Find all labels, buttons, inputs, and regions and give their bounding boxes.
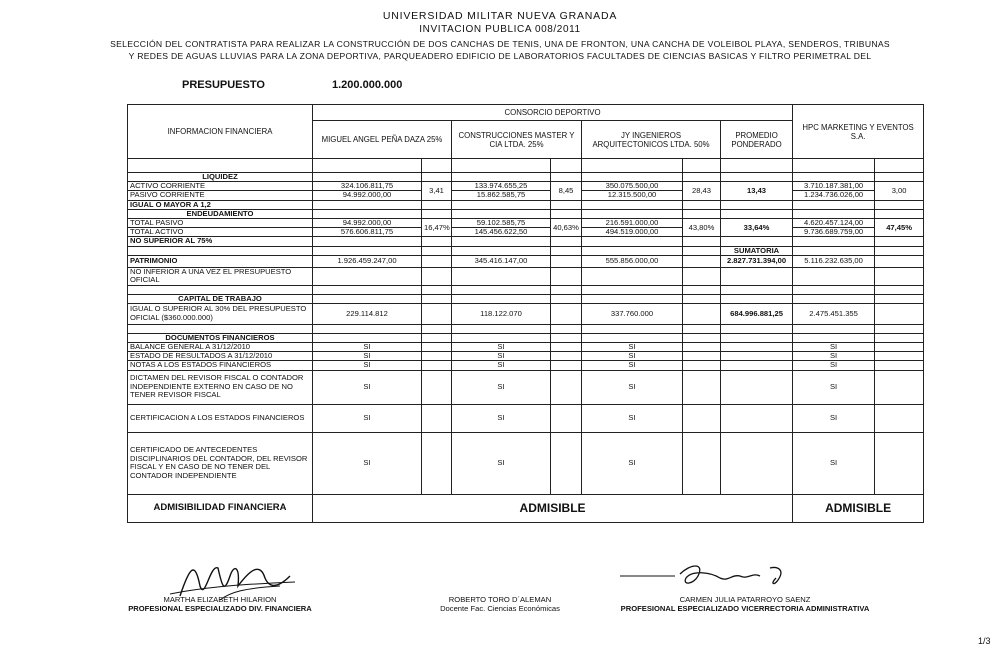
miguel-capital: 229.114.812 (313, 304, 422, 325)
jy-pasivo-corriente: 12.315.500,00 (582, 191, 683, 200)
university-title: UNIVERSIDAD MILITAR NUEVA GRANADA (382, 10, 618, 22)
doc-balance-label: BALANCE GENERAL A 31/12/2010 (128, 343, 313, 352)
jy-capital: 337.760.000 (582, 304, 683, 325)
jy-doc-certificacion: SI (582, 404, 683, 432)
hpc-doc-notas: SI (793, 361, 875, 370)
bidder-miguel: MIGUEL ANGEL PEÑA DAZA 25% (313, 121, 452, 159)
bidder-master: CONSTRUCCIONES MASTER Y CIA LTDA. 25% (452, 121, 582, 159)
jy-total-pasivo: 216.591.000,00 (582, 219, 683, 228)
miguel-total-pasivo: 94.992.000,00 (313, 219, 422, 228)
promedio-liquidez: 13,43 (721, 182, 793, 200)
master-capital: 118.122.070 (452, 304, 551, 325)
financial-table (127, 104, 924, 523)
hpc-liquidez: 3,00 (875, 182, 924, 200)
sumatoria-label: SUMATORIA (721, 246, 793, 255)
patrimonio-label: PATRIMONIO (128, 255, 313, 267)
miguel-doc-antecedentes: SI (313, 432, 422, 494)
patrimonio-sumatoria: 2.827.731.394,00 (721, 255, 793, 267)
doc-resultados-label: ESTADO DE RESULTADOS A 31/12/2010 (128, 352, 313, 361)
jy-doc-resultados: SI (582, 352, 683, 361)
subject-line-2: Y REDES DE AGUAS LLUVIAS PARA LA ZONA DEPORTIVA, PARQUEADERO EDIFICIO DE LABORATORIOS FACULTADES DE CIENCIAS BASICAS Y FILTRO PERIMETRAL DEL (128, 51, 872, 61)
endeudamiento-title: ENDEUDAMIENTO (128, 209, 313, 218)
capital-rule: IGUAL O SUPERIOR AL 30% DEL PRESUPUESTO OFICIAL ($360.000.000) (128, 304, 313, 325)
page-marker: 1/3 (978, 636, 991, 646)
activo-corriente-label: ACTIVO CORRIENTE (128, 182, 313, 191)
master-doc-antecedentes: SI (452, 432, 551, 494)
capital-title: CAPITAL DE TRABAJO (128, 294, 313, 303)
signer-1-name: MARTHA ELIZABETH HILARION (163, 595, 277, 604)
liquidez-title: LIQUIDEZ (128, 173, 313, 182)
miguel-endeudamiento: 16,47% (422, 219, 452, 237)
budget-label: PRESUPUESTO (182, 79, 265, 91)
patrimonio-rule: NO INFERIOR A UNA VEZ EL PRESUPUESTO OFICIAL (128, 267, 313, 285)
master-doc-balance: SI (452, 343, 551, 352)
doc-antecedentes-label: CERTIFICADO DE ANTECEDENTES DISCIPLINARIOS DEL CONTADOR, DEL REVISOR FISCAL Y EN CASO DE NO TENER DEL CONTADOR INDEPENDIENTE (128, 432, 313, 494)
miguel-activo-corriente: 324.106.811,75 (313, 182, 422, 191)
hpc-pasivo-corriente: 1.234.736.026,00 (793, 191, 875, 200)
master-pasivo-corriente: 15.862.585,75 (452, 191, 551, 200)
jy-doc-dictamen: SI (582, 370, 683, 404)
master-doc-certificacion: SI (452, 404, 551, 432)
miguel-doc-notas: SI (313, 361, 422, 370)
hpc-patrimonio: 5.116.232.635,00 (793, 255, 875, 267)
master-liquidez: 8,45 (551, 182, 582, 200)
miguel-liquidez: 3,41 (422, 182, 452, 200)
consorcio-admisible: ADMISIBLE (313, 494, 793, 522)
hpc-total-activo: 9.736.689.759,00 (793, 228, 875, 237)
signature-block-2 (400, 595, 600, 613)
hpc-doc-certificacion: SI (793, 404, 875, 432)
hpc-doc-antecedentes: SI (793, 432, 875, 494)
handwritten-signature-3 (620, 560, 800, 592)
hpc-admisible: ADMISIBLE (793, 494, 924, 522)
signer-3-title: PROFESIONAL ESPECIALIZADO VICERRECTORIA ADMINISTRATIVA (620, 604, 870, 613)
jy-doc-balance: SI (582, 343, 683, 352)
subject-line-1: SELECCIÓN DEL CONTRATISTA PARA REALIZAR LA CONSTRUCCIÓN DE DOS CANCHAS DE TENIS, UNA DE FRONTON, UNA CANCHA DE VOLEIBOL PLAYA, SENDEROS, TRIBUNAS (110, 39, 890, 49)
hpc-activo-corriente: 3.710.187.381,00 (793, 182, 875, 191)
promedio-header: PROMEDIO PONDERADO (721, 121, 793, 159)
hpc-endeudamiento: 47,45% (875, 219, 924, 237)
master-total-activo: 145.456.622,50 (452, 228, 551, 237)
miguel-pasivo-corriente: 94.992.000,00 (313, 191, 422, 200)
doc-notas-label: NOTAS A LOS ESTADOS FINANCIEROS (128, 361, 313, 370)
master-doc-notas: SI (452, 361, 551, 370)
master-activo-corriente: 133.974.655,25 (452, 182, 551, 191)
endeudamiento-rule: NO SUPERIOR AL 75% (128, 237, 313, 246)
budget-value: 1.200.000.000 (332, 79, 403, 91)
hpc-doc-balance: SI (793, 343, 875, 352)
jy-doc-antecedentes: SI (582, 432, 683, 494)
hpc-capital: 2.475.451.355 (793, 304, 875, 325)
liquidez-rule: IGUAL O MAYOR A 1,2 (128, 200, 313, 209)
pasivo-corriente-label: PASIVO CORRIENTE (128, 191, 313, 200)
master-total-pasivo: 59.102.585,75 (452, 219, 551, 228)
hpc-header: HPC MARKETING Y EVENTOS S.A. (793, 105, 924, 159)
admisibilidad-label: ADMISIBILIDAD FINANCIERA (128, 494, 313, 522)
signature-block-3 (600, 595, 890, 613)
miguel-total-activo: 576.606.811,75 (313, 228, 422, 237)
hpc-doc-resultados: SI (793, 352, 875, 361)
hpc-total-pasivo: 4.620.457.124,00 (793, 219, 875, 228)
jy-total-activo: 494.519.000,00 (582, 228, 683, 237)
total-activo-label: TOTAL ACTIVO (128, 228, 313, 237)
signer-3-name: CARMEN JULIA PATARROYO SAENZ (679, 595, 811, 604)
total-pasivo-label: TOTAL PASIVO (128, 219, 313, 228)
jy-liquidez: 28,43 (683, 182, 721, 200)
signer-1-title: PROFESIONAL ESPECIALIZADO DIV. FINANCIERA (128, 604, 312, 613)
jy-endeudamiento: 43,80% (683, 219, 721, 237)
jy-doc-notas: SI (582, 361, 683, 370)
master-patrimonio: 345.416.147,00 (452, 255, 551, 267)
hpc-doc-dictamen: SI (793, 370, 875, 404)
capital-sumatoria: 684.996.881,25 (721, 304, 793, 325)
signer-2-title: Docente Fac. Ciencias Económicas (440, 604, 560, 613)
jy-patrimonio: 555.856.000,00 (582, 255, 683, 267)
master-endeudamiento: 40,63% (551, 219, 582, 237)
invitation-number: INVITACION PUBLICA 008/2011 (419, 24, 581, 35)
miguel-doc-certificacion: SI (313, 404, 422, 432)
signer-2-name: ROBERTO TORO D´ALEMAN (448, 595, 552, 604)
signature-block-1 (110, 595, 330, 613)
miguel-doc-resultados: SI (313, 352, 422, 361)
miguel-patrimonio: 1.926.459.247,00 (313, 255, 422, 267)
bidder-jy: JY INGENIEROS ARQUITECTONICOS LTDA. 50% (582, 121, 721, 159)
info-header: INFORMACION FINANCIERA (128, 105, 313, 159)
promedio-endeudamiento: 33,64% (721, 219, 793, 237)
master-doc-resultados: SI (452, 352, 551, 361)
master-doc-dictamen: SI (452, 370, 551, 404)
jy-activo-corriente: 350.075.500,00 (582, 182, 683, 191)
miguel-doc-dictamen: SI (313, 370, 422, 404)
doc-dictamen-label: DICTAMEN DEL REVISOR FISCAL O CONTADOR INDEPENDIENTE EXTERNO EN CASO DE NO TENER REVISOR FISCAL (128, 370, 313, 404)
consortium-header: CONSORCIO DEPORTIVO (313, 105, 793, 121)
miguel-doc-balance: SI (313, 343, 422, 352)
doc-certificacion-label: CERTIFICACION A LOS ESTADOS FINANCIEROS (128, 404, 313, 432)
documentos-title: DOCUMENTOS FINANCIEROS (128, 333, 313, 342)
